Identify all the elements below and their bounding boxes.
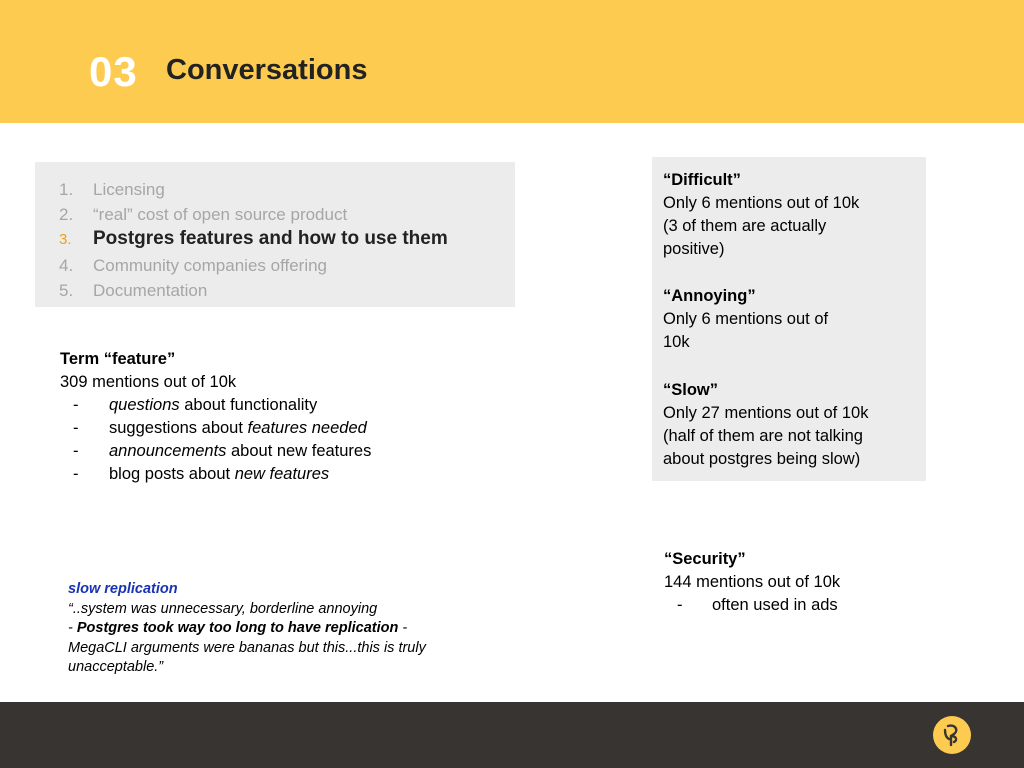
bullet-text: about new features [226, 442, 372, 460]
agenda-item-label: Community companies offering [93, 256, 328, 275]
bullet-text: about functionality [179, 396, 318, 414]
quote-body [68, 619, 438, 678]
agenda-box [35, 162, 515, 307]
emphasis-text: features needed [247, 419, 367, 437]
bullet-text: blog posts about [109, 465, 235, 483]
term-slow [663, 379, 868, 471]
agenda-item-label: Postgres features and how to use them [93, 228, 448, 249]
bullet-text: often used in ads [712, 596, 838, 614]
term-line: 10k [663, 333, 690, 351]
bullet-text: suggestions about [109, 419, 248, 437]
term-heading: “Security” [664, 550, 746, 568]
section-number: 03 [89, 48, 138, 95]
elephant-logo-icon [933, 716, 971, 754]
term-heading: “Difficult” [663, 171, 741, 189]
term-line: about postgres being slow) [663, 450, 861, 468]
term-heading: “Slow” [663, 381, 719, 399]
term-security [664, 548, 840, 617]
list-item [60, 394, 371, 417]
dash-bullet: - [73, 396, 79, 414]
agenda-item-number: 3. [59, 231, 72, 248]
agenda-item-label: Documentation [93, 280, 208, 300]
list-item [664, 594, 840, 617]
emphasis-text: new features [234, 465, 330, 483]
dash-bullet: - [73, 442, 79, 460]
header-band [0, 0, 1024, 123]
quote-line: “..system was unnecessary, borderline annoying [68, 600, 378, 617]
agenda-item-number: 1. [59, 180, 74, 199]
agenda-item-label: Licensing [93, 180, 165, 199]
emphasis-text: questions [109, 396, 180, 414]
terms-box [652, 157, 926, 481]
agenda-item-real-cost [59, 205, 448, 230]
feature-bullet-list [60, 394, 371, 486]
term-line: (half of them are not talking [663, 427, 863, 445]
list-item [60, 417, 371, 440]
agenda-item-licensing [59, 180, 448, 205]
list-item [60, 440, 371, 463]
quote-block [68, 580, 438, 678]
quote-rest-text: - MegaCLI arguments were bananas but this...this is truly unacceptable.” [68, 620, 426, 675]
feature-count: 309 mentions out of 10k [60, 373, 237, 391]
term-line: Only 27 mentions out of 10k [663, 404, 869, 422]
term-difficult [663, 169, 859, 261]
term-line: positive) [663, 240, 725, 258]
term-heading: “Annoying” [663, 287, 756, 305]
emphasis-text: announcements [109, 442, 227, 460]
dash-bullet: - [73, 465, 79, 483]
term-count: 144 mentions out of 10k [664, 573, 841, 591]
term-line: Only 6 mentions out of 10k [663, 194, 860, 212]
term-annoying [663, 285, 828, 354]
agenda-item-number: 2. [59, 204, 74, 224]
agenda-list [59, 180, 448, 305]
agenda-item-number: 4. [59, 256, 74, 275]
agenda-item-community [59, 256, 448, 281]
quote-dash: - [68, 620, 77, 636]
term-line: (3 of them are actually [663, 217, 827, 235]
term-line: Only 6 mentions out of [663, 310, 829, 328]
footer-band [0, 702, 1024, 768]
agenda-item-label: “real” cost of open source product [93, 204, 348, 224]
dash-bullet: - [677, 596, 683, 614]
quote-bold-text: Postgres took way too long to have replication [76, 620, 399, 636]
agenda-item-postgres-features [59, 229, 448, 256]
list-item [60, 463, 371, 486]
feature-heading: Term “feature” [60, 350, 176, 368]
agenda-item-number: 5. [59, 280, 74, 300]
dash-bullet: - [73, 419, 79, 437]
quote-heading: slow replication [68, 581, 178, 597]
feature-term-block [60, 348, 371, 486]
agenda-item-documentation [59, 281, 448, 306]
slide-title: Conversations [166, 54, 368, 86]
